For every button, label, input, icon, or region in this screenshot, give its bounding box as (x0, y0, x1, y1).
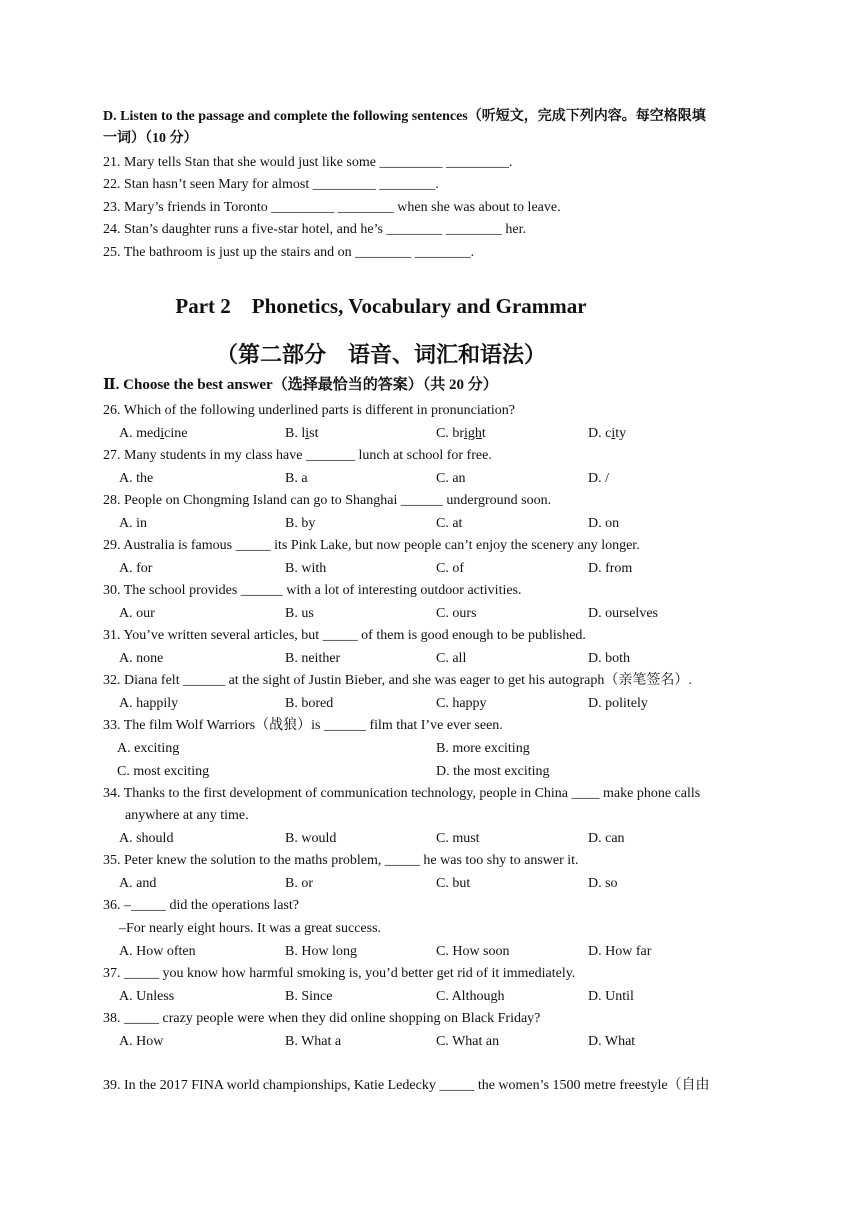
question-31-option-a: A. none (119, 651, 164, 666)
question-26-stem: 26. Which of the following underlined parts is different in pronunciation? (103, 403, 515, 418)
section-d-heading: D. Listen to the passage and complete the following sentences（听短文，完成下列内容。每空格限填 (103, 109, 706, 124)
part-2-subtitle: （第二部分 语音、词汇和语法） (215, 342, 546, 367)
question-37-stem: 37. _____ you know how harmful smoking is, you’d better get rid of it immediately. (103, 966, 576, 981)
question-29-option-a: A. for (119, 561, 153, 576)
question-29-stem: 29. Australia is famous _____ its Pink Lake, but now people can’t enjoy the scenery any longer. (103, 538, 640, 553)
question-28-option-d: D. on (588, 516, 620, 531)
question-34-stem-cont: anywhere at any time. (125, 808, 249, 823)
question-29-option-b: B. with (285, 561, 327, 576)
question-23: 23. Mary’s friends in Toronto _________ ________ when she was about to leave. (103, 200, 561, 215)
question-32-stem: 32. Diana felt ______ at the sight of Justin Bieber, and she was eager to get his autograph（亲笔签名）. (103, 673, 692, 688)
question-37-option-d: D. Until (588, 989, 634, 1004)
question-32-option-a: A. happily (119, 696, 179, 711)
question-37-option-a: A. Unless (119, 989, 175, 1004)
part-2-title: Part 2 Phonetics, Vocabulary and Grammar (175, 294, 587, 318)
question-26-option-a: A. medicine (119, 426, 188, 441)
question-33-option-d: D. the most exciting (436, 764, 550, 779)
question-36-option-d: D. How far (588, 944, 652, 959)
question-25: 25. The bathroom is just up the stairs and on ________ ________. (103, 245, 475, 260)
question-27-option-b: B. a (285, 471, 308, 486)
question-38-option-d: D. What (588, 1034, 636, 1049)
question-27-option-d: D. / (588, 471, 609, 486)
question-32-option-c: C. happy (436, 696, 487, 711)
question-28-option-a: A. in (119, 516, 147, 531)
question-38-stem: 38. _____ crazy people were when they did online shopping on Black Friday? (103, 1011, 541, 1026)
question-30-option-b: B. us (285, 606, 314, 621)
question-37-option-c: C. Although (436, 989, 505, 1004)
question-30-option-c: C. ours (436, 606, 477, 621)
question-37-option-b: B. Since (285, 989, 333, 1004)
question-38-option-c: C. What an (436, 1034, 500, 1049)
question-24: 24. Stan’s daughter runs a five-star hotel, and he’s ________ ________ her. (103, 222, 527, 237)
question-31-stem: 31. You’ve written several articles, but _____ of them is good enough to be published. (103, 628, 586, 643)
section-d-heading-cont: 一词）（10 分） (103, 131, 198, 146)
question-26-option-d: D. city (588, 426, 627, 441)
question-32-option-d: D. politely (588, 696, 648, 711)
question-22: 22. Stan hasn’t seen Mary for almost _________ ________. (103, 177, 439, 192)
question-38-option-a: A. How (119, 1034, 164, 1049)
question-28-option-b: B. by (285, 516, 316, 531)
question-32-option-b: B. bored (285, 696, 334, 711)
question-35-option-b: B. or (285, 876, 313, 891)
question-29-option-d: D. from (588, 561, 633, 576)
question-34-option-c: C. must (436, 831, 480, 846)
question-30-option-a: A. our (119, 606, 155, 621)
question-30-stem: 30. The school provides ______ with a lot of interesting outdoor activities. (103, 583, 522, 598)
question-21: 21. Mary tells Stan that she would just like some _________ _________. (103, 155, 513, 170)
question-34-stem: 34. Thanks to the first development of communication technology, people in China ____ make phone calls (103, 786, 701, 801)
question-35-option-a: A. and (119, 876, 157, 891)
question-34-option-a: A. should (119, 831, 174, 846)
question-34-option-b: B. would (285, 831, 337, 846)
question-36-option-c: C. How soon (436, 944, 510, 959)
question-35-stem: 35. Peter knew the solution to the maths problem, _____ he was too shy to answer it. (103, 853, 579, 868)
question-36-stem-cont: –For nearly eight hours. It was a great success. (119, 921, 382, 936)
question-39-stem: 39. In the 2017 FINA world championships, Katie Ledecky _____ the women’s 1500 metre freestyle（自由 (103, 1078, 710, 1093)
question-33-option-b: B. more exciting (436, 741, 530, 756)
question-36-stem: 36. –_____ did the operations last? (103, 898, 299, 913)
question-31-option-c: C. all (436, 651, 467, 666)
question-33-option-c: C. most exciting (117, 764, 210, 779)
question-36-option-b: B. How long (285, 944, 357, 959)
question-27-stem: 27. Many students in my class have _______ lunch at school for free. (103, 448, 492, 463)
question-27-option-c: C. an (436, 471, 466, 486)
question-33-stem: 33. The film Wolf Warriors（战狼）is ______ film that I’ve ever seen. (103, 718, 503, 733)
question-29-option-c: C. of (436, 561, 464, 576)
question-26-option-b: B. list (285, 426, 319, 441)
question-35-option-d: D. so (588, 876, 618, 891)
question-28-option-c: C. at (436, 516, 463, 531)
question-26-option-c: C. bright (436, 426, 486, 441)
question-34-option-d: D. can (588, 831, 625, 846)
question-35-option-c: C. but (436, 876, 471, 891)
question-36-option-a: A. How often (119, 944, 196, 959)
question-31-option-b: B. neither (285, 651, 341, 666)
question-31-option-d: D. both (588, 651, 630, 666)
question-28-stem: 28. People on Chongming Island can go to Shanghai ______ underground soon. (103, 493, 552, 508)
section-ii-heading: Ⅱ. Choose the best answer（选择最恰当的答案）（共 20 分） (103, 377, 498, 393)
question-33-option-a: A. exciting (117, 741, 180, 756)
question-38-option-b: B. What a (285, 1034, 342, 1049)
question-27-option-a: A. the (119, 471, 154, 486)
question-30-option-d: D. ourselves (588, 606, 658, 621)
